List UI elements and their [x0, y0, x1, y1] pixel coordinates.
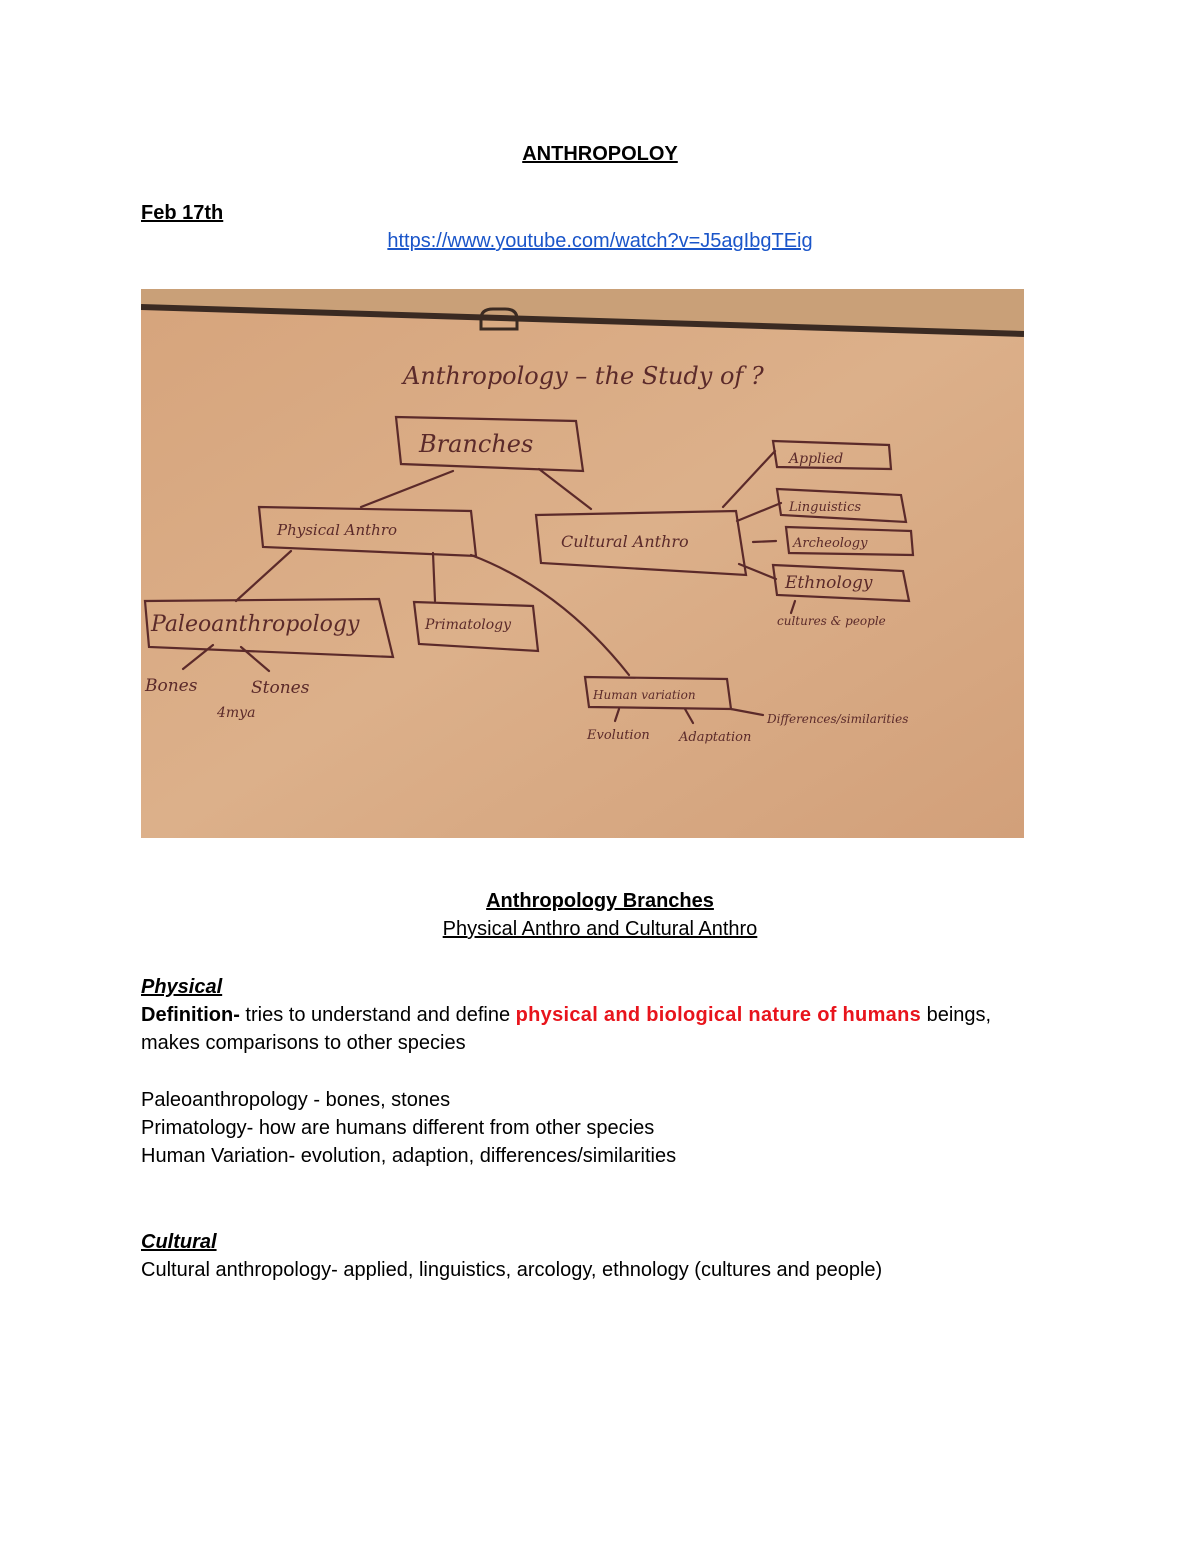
branches-label: Branches	[419, 430, 534, 458]
cultural-text: Cultural anthropology- applied, linguistics, arcology, ethnology (cultures and people)	[141, 1259, 883, 1281]
differences-label: Differences/similarities	[767, 712, 909, 726]
connector-cultural-archeology	[753, 541, 776, 542]
list-item-variation: Human Variation- evolution, adaption, differences/similarities	[141, 1145, 677, 1167]
definition-text: tries to understand and define	[239, 1004, 516, 1026]
applied-label: Applied	[789, 451, 844, 467]
definition-line-2: makes comparisons to other species	[141, 1032, 466, 1054]
bones-label: Bones	[145, 676, 198, 696]
physical-definition	[141, 1001, 991, 1029]
definition-text-end: beings,	[921, 1004, 992, 1026]
cultural-heading: Cultural	[141, 1231, 217, 1253]
definition-highlight: physical and biological nature of humans	[515, 1004, 922, 1026]
whiteboard-photo	[141, 289, 1024, 838]
paleo-label: Paleoanthropology	[151, 612, 360, 637]
ethnology-label: Ethnology	[785, 573, 873, 593]
page-title: ANTHROPOLOY	[522, 143, 678, 165]
section-subtitle: Physical Anthro and Cultural Anthro	[442, 918, 758, 940]
list-item-primatology: Primatology- how are humans different from other species	[141, 1117, 655, 1139]
mya-label: 4mya	[217, 705, 256, 721]
human-variation-label: Human variation	[593, 688, 696, 702]
youtube-link[interactable]: https://www.youtube.com/watch?v=J5agIbgTEig	[387, 230, 813, 252]
evolution-label: Evolution	[587, 728, 650, 743]
physical-label: Physical Anthro	[277, 521, 398, 539]
definition-label: Definition-	[141, 1004, 240, 1026]
archeology-label: Archeology	[793, 536, 868, 551]
section-title: Anthropology Branches	[486, 890, 714, 912]
physical-heading: Physical	[141, 976, 223, 998]
adaptation-label: Adaptation	[679, 730, 752, 745]
cultural-label: Cultural Anthro	[561, 532, 689, 551]
date-heading: Feb 17th	[141, 202, 224, 224]
list-item-paleo: Paleoanthropology - bones, stones	[141, 1089, 451, 1111]
linguistics-label: Linguistics	[789, 500, 862, 515]
board-heading: Anthropology – the Study of ?	[403, 362, 764, 390]
stones-label: Stones	[251, 678, 310, 698]
ethnology-note: cultures & people	[777, 614, 886, 628]
primatology-label: Primatology	[425, 617, 512, 633]
link-line	[0, 227, 1200, 255]
